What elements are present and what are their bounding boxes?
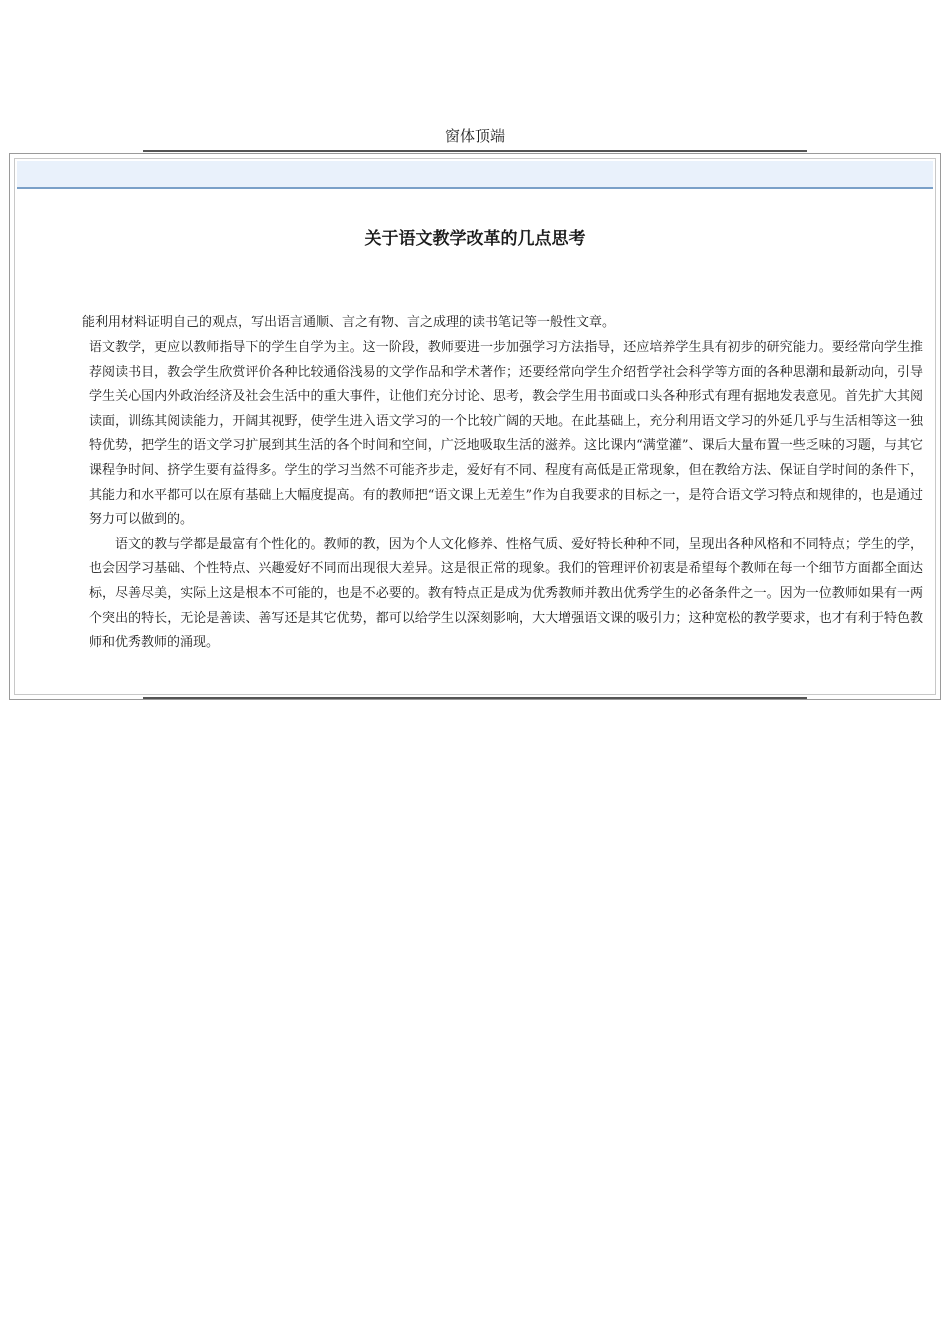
lead-paragraph: 能利用材料证明自己的观点，写出语言通顺、言之有物、言之成理的读书笔记等一般性文章。 xyxy=(82,315,616,330)
article-title: 关于语文教学改革的几点思考 xyxy=(364,229,586,249)
form-bottom-divider xyxy=(143,697,807,699)
body-paragraph-1: 语文教学，更应以教师指导下的学生自学为主。这一阶段，教师要进一步加强学习方法指导，还应培养学生具有初步的研究能力。要经常向学生推荐阅读书目，教会学生欣赏评价各种比较通俗浅易的文学作品和学术著作；还要经常向学生介绍哲学社会科学等方面的各种思潮和最新动向，引导学生关心国内外政治经济及社会生活中的重大事件，让他们充分讨论、思考，教会学生用书面或口头各种形式有理有据地发表意见。首先扩大其阅读面，训练其阅读能力，开阔其视野，使学生进入语文学习的一个比较广阔的天地。在此基础上，充分利用语文学习的外延几乎与生活相等这一独特优势，把学生的语文学习扩展到其生活的各个时间和空间，广泛地吸取生活的滋养。这比课内“满堂灌”、课后大量布置一些乏味的习题，与其它课程争时间、挤学生要有益得多。学生的学习当然不可能齐步走，爱好有不同、程度有高低是正常现象，但在教给方法、保证自学时间的条件下，其能力和水平都可以在原有基础上大幅度提高。有的教师把“语文课上无差生”作为自我要求的目标之一，是符合语文学习特点和规律的，也是通过努力可以做到的。 xyxy=(89,340,923,528)
form-top-label: 窗体顶端 xyxy=(444,127,505,145)
article-inner-frame xyxy=(14,158,936,695)
article-frame xyxy=(9,153,941,700)
form-top-divider xyxy=(143,150,807,152)
header-band xyxy=(17,161,933,189)
body-paragraph-2: 语文的教与学都是最富有个性化的。教师的教，因为个人文化修养、性格气质、爱好特长种种不同，呈现出各种风格和不同特点；学生的学，也会因学习基础、个性特点、兴趣爱好不同而出现很大差异。这是很正常的现象。我们的管理评价初衷是希望每个教师在每一个细节方面都全面达标，尽善尽美，实际上这是根本不可能的，也是不必要的。教有特点正是成为优秀教师并教出优秀学生的必备条件之一。因为一位教师如果有一两个突出的特长，无论是善读、善写还是其它优势，都可以给学生以深刻影响，大大增强语文课的吸引力；这种宽松的教学要求，也才有利于特色教师和优秀教师的涌现。 xyxy=(89,536,923,651)
article-body xyxy=(89,336,923,656)
